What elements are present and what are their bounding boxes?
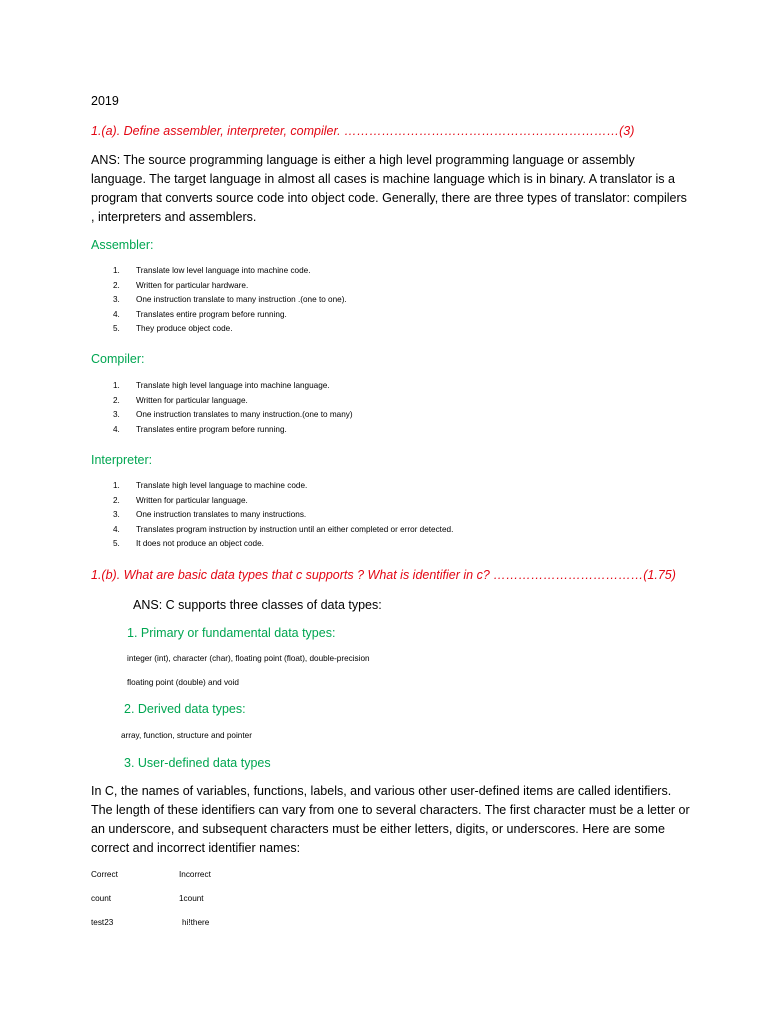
primary-types-heading: 1. Primary or fundamental data types: — [127, 626, 336, 640]
compiler-heading: Compiler: — [91, 352, 145, 366]
primary-types-line-1: integer (int), character (char), floating point (float), double-precision — [127, 654, 370, 663]
answer-1a-paragraph: ANS: The source programming language is either a high level programming language or assembly language. The target language in almost all cases is machine language which is in binary. A translator is a program that converts source code into object code. Generally, there are three types of translator: compilers , interpreters and assemblers. — [91, 153, 687, 224]
list-item: 4. Translates program instruction by instruction until an either completed or error detected. — [113, 524, 454, 534]
derived-types-line: array, function, structure and pointer — [121, 731, 252, 740]
list-item: 4. Translates entire program before running. — [113, 309, 287, 319]
table-cell-incorrect: hi!there — [182, 918, 210, 927]
list-item: 3. One instruction translate to many instruction .(one to one). — [113, 295, 347, 305]
table-cell-correct: test23 — [91, 918, 114, 927]
list-item: 2. Written for particular hardware. — [113, 280, 249, 290]
list-item: 1. Translate high level language to machine code. — [113, 481, 308, 490]
incorrect-header: Incorrect — [179, 870, 211, 879]
list-item: 1. Translate low level language into machine code. — [113, 266, 311, 275]
question-1a: 1.(a). Define assembler, interpreter, compiler. …………………………………………………………(3) — [91, 124, 635, 138]
correct-header: Correct — [91, 870, 118, 879]
list-item: 1. Translate high level language into machine language. — [113, 381, 330, 390]
list-item: 2. Written for particular language. — [113, 395, 248, 405]
list-item: 4. Translates entire program before running. — [113, 424, 287, 434]
list-item: 5. It does not produce an object code. — [113, 539, 264, 549]
question-1b: 1.(b). What are basic data types that c supports ? What is identifier in c? ………………………………(1.75) — [91, 568, 676, 582]
list-item: 5. They produce object code. — [113, 324, 233, 334]
compiler-list — [113, 379, 353, 437]
interpreter-heading: Interpreter: — [91, 453, 153, 467]
derived-types-heading: 2. Derived data types: — [124, 702, 246, 716]
list-item: 3. One instruction translates to many instructions. — [113, 510, 307, 520]
user-defined-types-heading: 3. User-defined data types — [124, 756, 271, 770]
year-label: 2019 — [91, 94, 119, 108]
assembler-list — [113, 264, 347, 337]
identifiers-paragraph: In C, the names of variables, functions, labels, and various other user-defined items are called identifiers. The length of these identifiers can vary from one to several characters. The first character must be a letter or an underscore, and subsequent characters must be either letters, digits, or underscores. Here are some correct and incorrect identifier names: — [91, 784, 690, 855]
primary-types-line-2: floating point (double) and void — [127, 678, 239, 687]
list-item: 2. Written for particular language. — [113, 495, 248, 505]
table-cell-correct: count — [91, 894, 112, 903]
table-cell-incorrect: 1count — [179, 894, 204, 903]
answer-1b-intro: ANS: C supports three classes of data types: — [133, 598, 382, 612]
list-item: 3. One instruction translates to many instruction.(one to many) — [113, 410, 353, 420]
interpreter-list — [113, 479, 453, 552]
assembler-heading: Assembler: — [91, 238, 154, 252]
